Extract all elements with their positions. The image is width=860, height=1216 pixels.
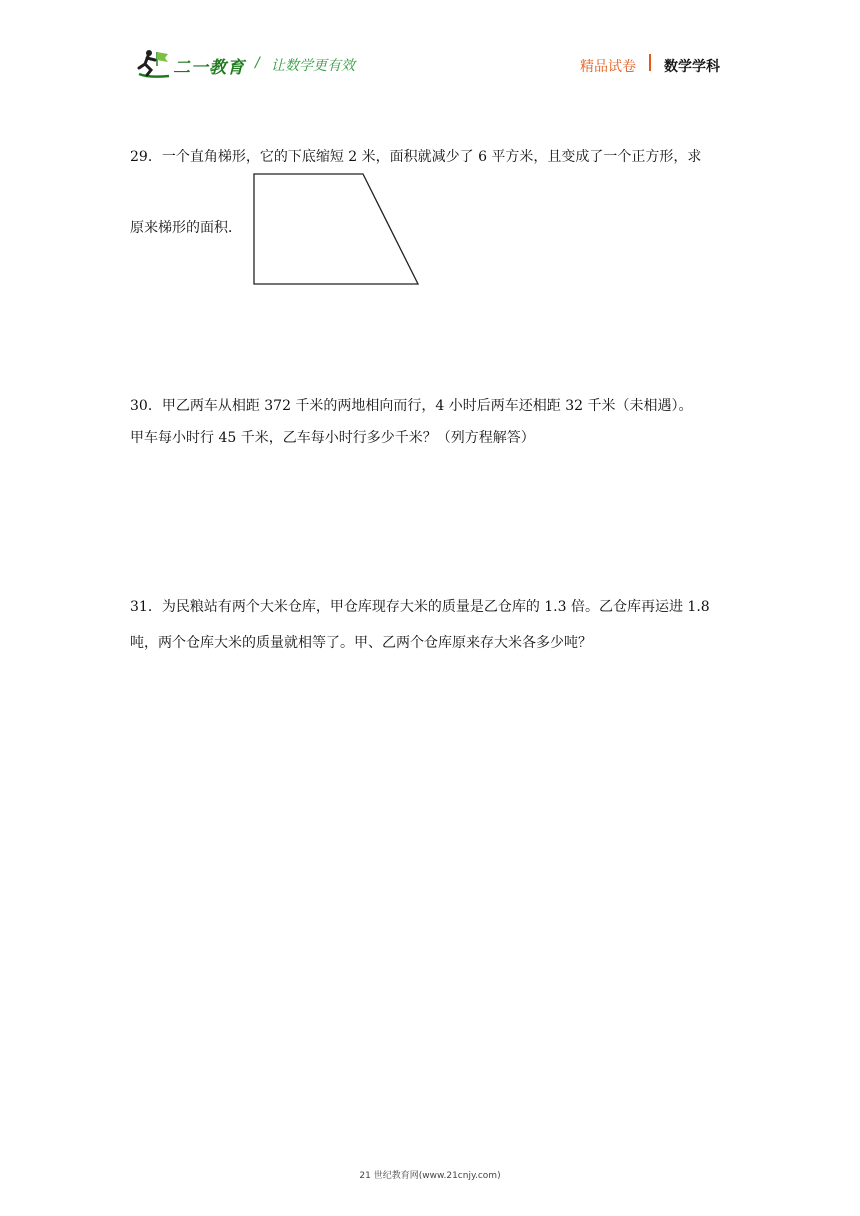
- premium-tag: 精品试卷: [580, 59, 636, 75]
- page-header: [0, 0, 860, 90]
- subject-label: 数学学科: [664, 59, 720, 75]
- question-29-line-1: 29．一个直角梯形，它的下底缩短 2 米，面积就减少了 6 平方米，且变成了一个正方形，求: [130, 149, 702, 165]
- question-30-line-2: 甲车每小时行 45 千米，乙车每小时行多少千米？（列方程解答）: [130, 430, 535, 446]
- trapezoid-shape: [254, 174, 418, 284]
- slogan: 让数学更有效: [271, 58, 355, 74]
- header-separator: /: [255, 55, 260, 71]
- brand-name: 二一教育: [173, 58, 245, 78]
- question-30-line-1: 30．甲乙两车从相距 372 千米的两地相向而行，4 小时后两车还相距 32 千米（未相遇）。: [130, 398, 693, 414]
- question-31-line-2: 吨，两个仓库大米的质量就相等了。甲、乙两个仓库原来存大米各多少吨？: [130, 635, 592, 651]
- running-man-flag-logo-icon: [135, 48, 175, 80]
- question-31-line-1: 31．为民粮站有两个大米仓库，甲仓库现存大米的质量是乙仓库的 1.3 倍。乙仓库再运进 1.8: [130, 599, 710, 615]
- tag-divider: [649, 54, 651, 71]
- question-29-line-2: 原来梯形的面积．: [130, 220, 242, 236]
- page-footer: 21 世纪教育网(www.21cnjy.com): [359, 1171, 501, 1181]
- right-trapezoid-figure: [250, 170, 425, 290]
